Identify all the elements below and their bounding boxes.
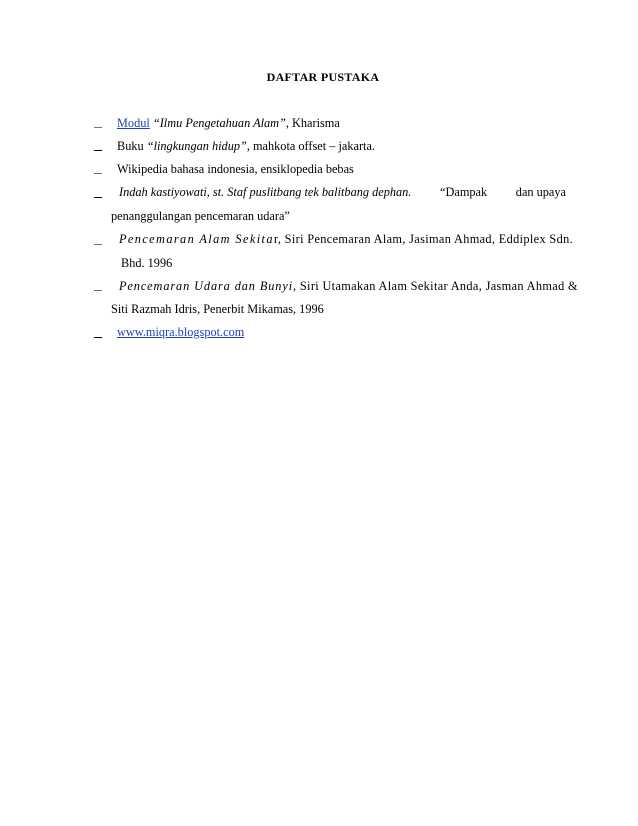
bullet-marker [94,337,102,338]
bullet-marker [94,197,102,198]
reference-prefix: Buku [117,139,147,153]
reference-line-1 [119,279,578,293]
reference-details: , Siri Utamakan Alam Sekitar Anda, Jasman Ahmad & [293,279,578,293]
modul-link[interactable]: Modul [117,116,150,130]
bullet-marker [94,244,102,245]
reference-text: Wikipedia bahasa indonesia, ensiklopedia bebas [117,162,354,176]
reference-entry-5 [119,232,574,246]
reference-line-1 [119,232,574,246]
reference-details: , mahkota offset – jakarta. [246,139,375,153]
reference-details: r, Siri Pencemaran Alam, Jasiman Ahmad, Eddiplex Sdn. [273,232,574,246]
reference-title: “lingkungan hidup” [146,139,247,153]
reference-line-1 [119,185,566,199]
reference-entry-5-continuation [121,256,172,270]
reference-title: Pencemaran Udara dan Bunyi [119,279,294,293]
reference-details-a: “Dampak [440,185,488,199]
website-link[interactable]: www.miqra.blogspot.com [117,325,245,339]
reference-entry-7 [117,325,244,339]
reference-entry-4-continuation [111,209,290,223]
reference-details: , Kharisma [285,116,340,130]
reference-details: penanggulangan pencemaran udara” [111,209,290,223]
reference-entry-6-continuation [111,302,324,316]
reference-entry-4 [119,185,566,199]
reference-title: “Ilmu Pengetahuan Alam” [152,116,286,130]
reference-details: Siti Razmah Idris, Penerbit Mikamas, 1996 [111,302,324,316]
reference-title: Pencemaran Alam Sekita [119,232,274,246]
reference-details-b: dan upaya [515,185,566,199]
reference-entry-2 [117,139,375,153]
bullet-marker [94,290,102,291]
reference-details: Bhd. 1996 [121,256,173,270]
reference-entry-3 [117,162,354,176]
bullet-marker [94,150,102,151]
page-title: DAFTAR PUSTAKA [266,70,380,84]
reference-entry-1 [117,116,340,130]
bullet-marker [94,127,102,128]
bullet-marker [94,173,102,174]
reference-title: Indah kastiyowati, st. Staf puslitbang tek balitbang dephan. [119,185,412,199]
reference-entry-6 [119,279,578,293]
